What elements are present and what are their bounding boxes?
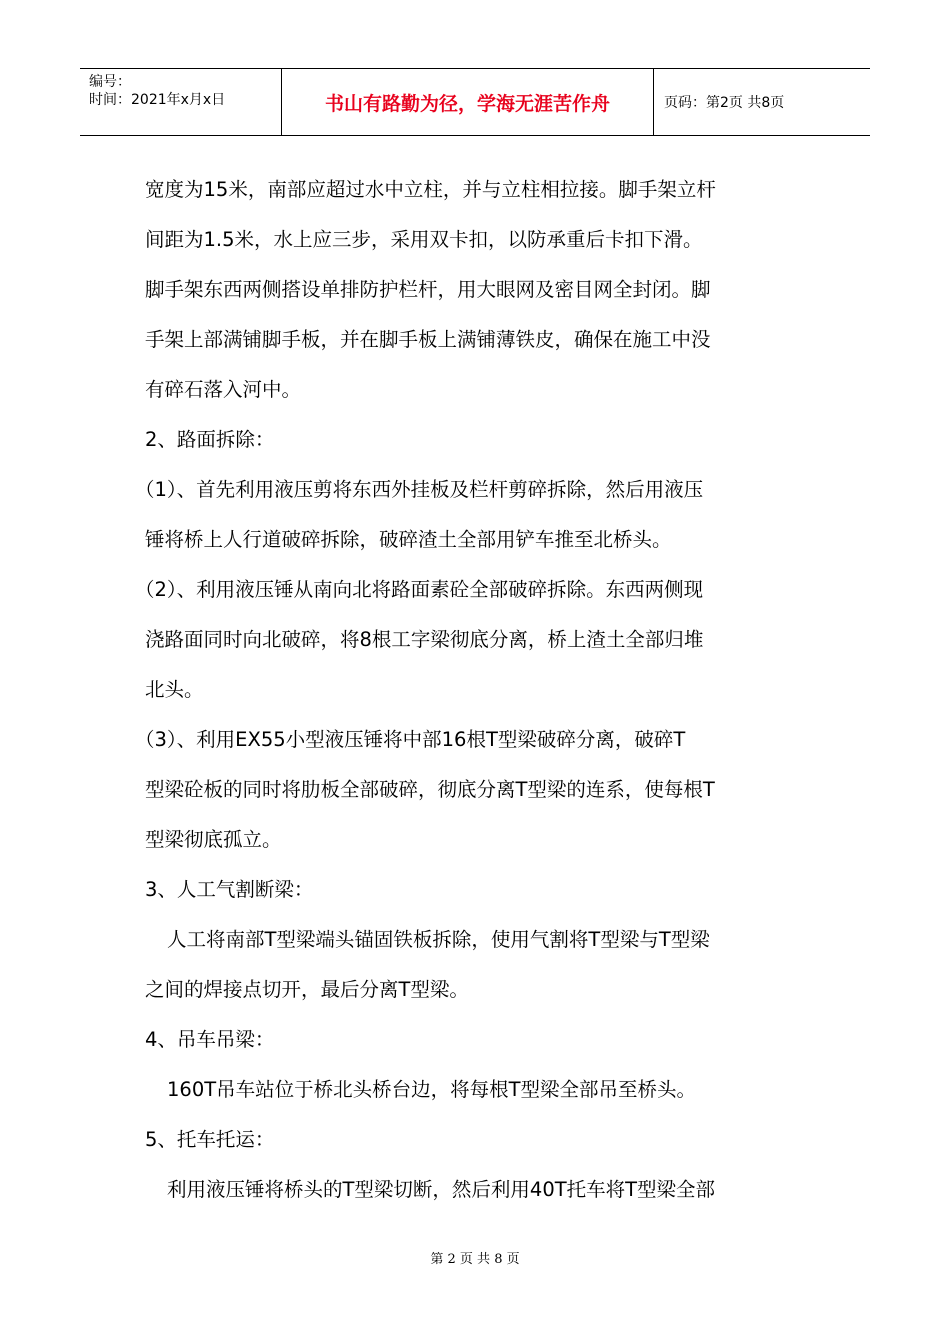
body-line: 之间的焊接点切开，最后分离T型梁。 <box>145 978 469 1001</box>
body-line: 有碎石落入河中。 <box>145 378 302 401</box>
body-line: 160T吊车站位于桥北头桥台边，将每根T型梁全部吊至桥头。 <box>167 1078 697 1101</box>
section-heading: 5、托车托运： <box>145 1128 275 1151</box>
body-line: 利用液压锤将桥头的T型梁切断，然后利用40T托车将T型梁全部 <box>167 1178 716 1201</box>
body-line: 型梁彻底孤立。 <box>145 828 282 851</box>
body-line: 脚手架东西两侧搭设单排防护栏杆，用大眼网及密目网全封闭。脚 <box>145 278 711 301</box>
page-header <box>80 68 870 136</box>
body-line: 手架上部满铺脚手板，并在脚手板上满铺薄铁皮，确保在施工中没 <box>145 328 711 351</box>
header-page-info: 页码：第2页 共8页 <box>664 95 785 111</box>
body-line: 锤将桥上人行道破碎拆除，破碎渣土全部用铲车推至北桥头。 <box>145 528 672 551</box>
section-heading: 2、路面拆除： <box>145 428 275 451</box>
body-line: 宽度为15米，南部应超过水中立柱，并与立柱相拉接。脚手架立杆 <box>145 178 716 201</box>
document-body <box>135 165 815 1215</box>
body-line: 北头。 <box>145 678 204 701</box>
header-meta <box>80 69 282 135</box>
header-motto: 书山有路勤为径，学海无涯苦作舟 <box>282 69 654 135</box>
body-line: （2）、利用液压锤从南向北将路面素砼全部破碎拆除。东西两侧现 <box>135 578 704 601</box>
body-line: 间距为1.5米，水上应三步，采用双卡扣，以防承重后卡扣下滑。 <box>145 228 703 251</box>
body-line: 人工将南部T型梁端头锚固铁板拆除，使用气割将T型梁与T型梁 <box>167 928 710 951</box>
body-line: （3）、利用EX55小型液压锤将中部16根T型梁破碎分离，破碎T <box>135 728 686 751</box>
body-line: 型梁砼板的同时将肋板全部破碎，彻底分离T型梁的连系，使每根T <box>145 778 715 801</box>
number-label: 编号： <box>89 74 131 90</box>
page-footer: 第 2 页 共 8 页 <box>430 1252 520 1267</box>
body-line: 浇路面同时向北破碎，将8根工字梁彻底分离，桥上渣土全部归堆 <box>145 628 704 651</box>
section-heading: 4、吊车吊梁： <box>145 1028 275 1051</box>
body-line: （1）、首先利用液压剪将东西外挂板及栏杆剪碎拆除，然后用液压 <box>135 478 704 501</box>
section-heading: 3、人工气割断梁： <box>145 878 314 901</box>
date-label: 时间：2021年x月x日 <box>89 92 226 108</box>
